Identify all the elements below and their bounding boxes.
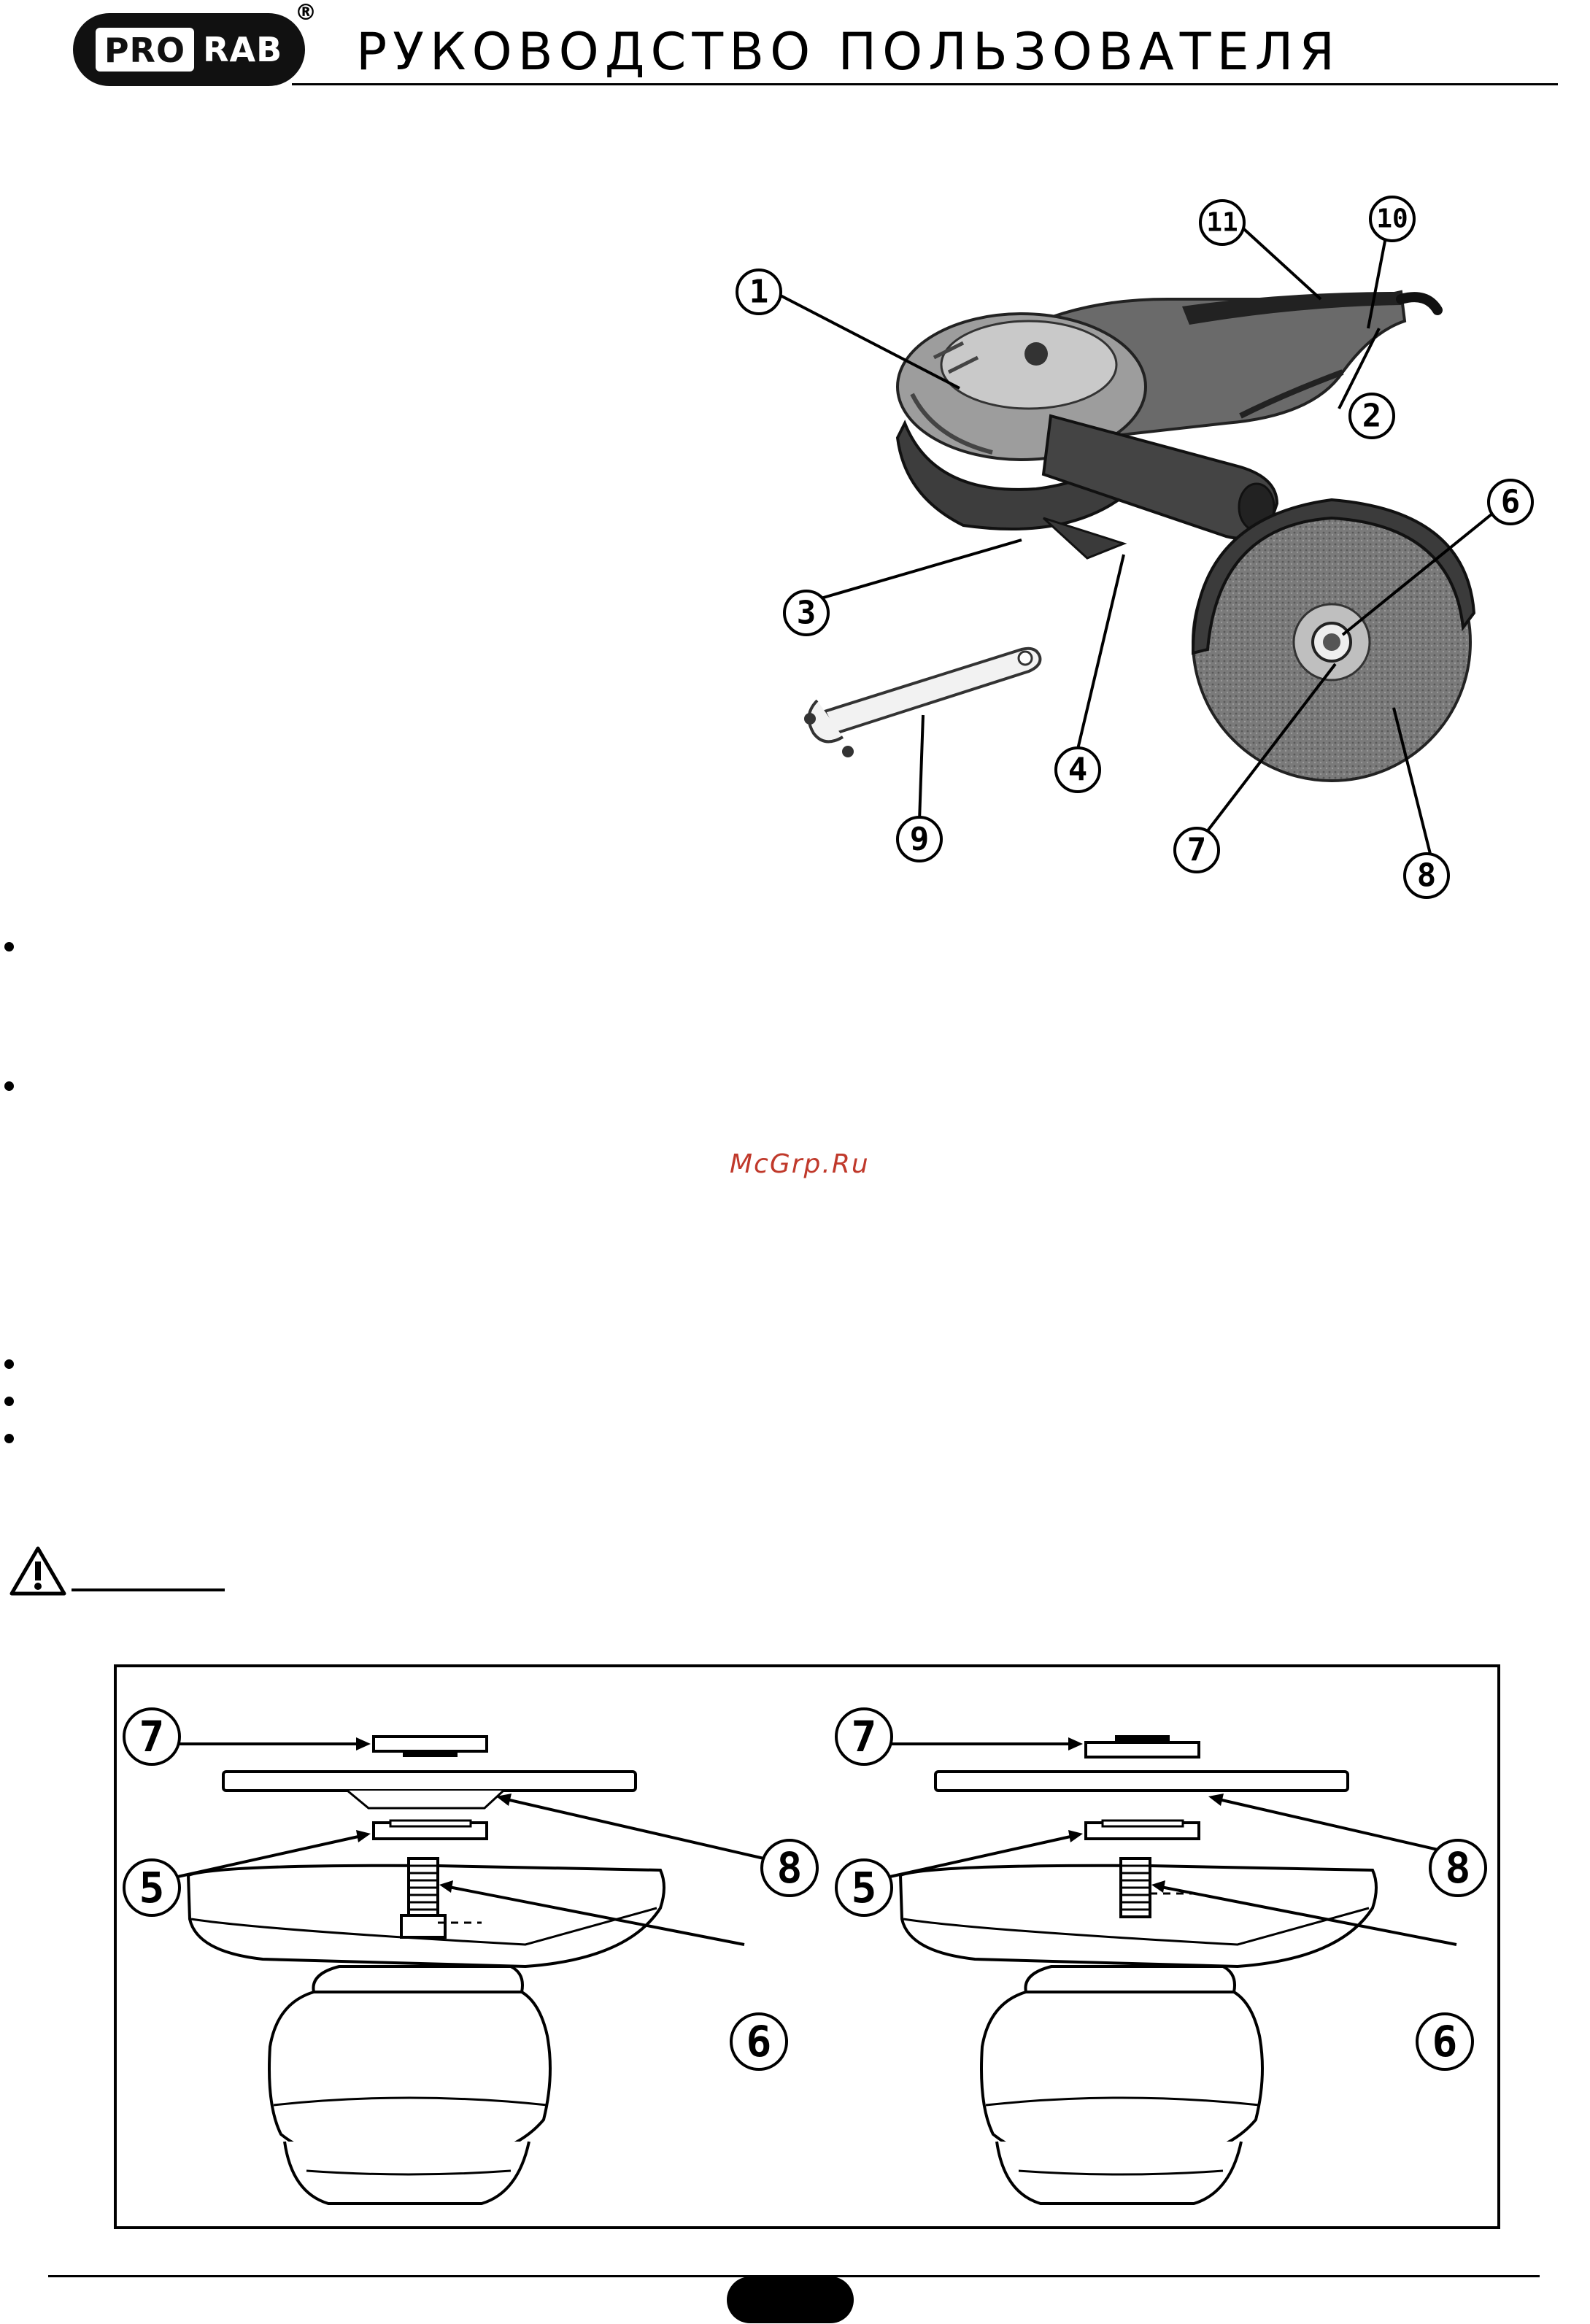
cutting-disc-assembly (1193, 500, 1474, 781)
svg-text:5: 5 (139, 1863, 165, 1912)
leader-4 (1076, 555, 1124, 755)
callout-6 (1489, 480, 1532, 524)
bullet-dot-icon (4, 1434, 14, 1443)
bullet-dot-icon (4, 1397, 14, 1406)
svg-text:4: 4 (1068, 751, 1088, 789)
warning-triangle-icon (9, 1545, 67, 1597)
svg-text:5: 5 (851, 1863, 877, 1912)
callout-1 (737, 270, 781, 314)
callout-8-right (1430, 1840, 1486, 1896)
svg-text:7: 7 (1186, 831, 1207, 869)
svg-text:6: 6 (1432, 2017, 1458, 2066)
logo-rab-text: RAB (203, 30, 283, 69)
bullet-dot-icon (4, 1359, 14, 1369)
callout-3 (784, 591, 828, 635)
callout-4 (1056, 748, 1100, 792)
callout-5-left (124, 1860, 180, 1915)
svg-text:6: 6 (746, 2017, 772, 2066)
callout-7 (1175, 828, 1219, 872)
header-divider (292, 83, 1558, 85)
callout-8-left (762, 1840, 817, 1896)
callout-9 (898, 817, 941, 861)
assembly-diagram (117, 1667, 1497, 2226)
callout-6-left (731, 2014, 787, 2069)
angle-grinder-figure (715, 175, 1562, 905)
callout-7-left (124, 1709, 180, 1764)
warning-underline (72, 1588, 225, 1591)
svg-text:7: 7 (139, 1712, 165, 1761)
logo-pro-text: PRO (96, 28, 194, 72)
svg-text:8: 8 (776, 1843, 803, 1893)
svg-text:7: 7 (851, 1712, 877, 1761)
leader-9 (919, 715, 923, 821)
assembly-left (168, 1737, 773, 2204)
callout-5-right (836, 1860, 892, 1915)
svg-text:8: 8 (1445, 1843, 1471, 1893)
svg-text:1: 1 (749, 273, 769, 311)
leader-8-left (503, 1799, 773, 1861)
bullet-dot-icon (4, 1081, 14, 1091)
registered-mark: ® (295, 0, 317, 26)
svg-text:3: 3 (796, 594, 817, 632)
leader-3 (821, 540, 1022, 598)
page-number-badge (727, 2277, 854, 2323)
brand-logo (73, 13, 305, 86)
callout-11 (1200, 201, 1244, 244)
svg-text:8: 8 (1416, 857, 1437, 895)
svg-text:2: 2 (1362, 397, 1382, 435)
callout-6-right (1417, 2014, 1473, 2069)
svg-text:9: 9 (909, 820, 930, 858)
svg-text:11: 11 (1206, 207, 1238, 238)
callout-10 (1370, 197, 1414, 241)
leader-11 (1237, 223, 1321, 299)
svg-text:6: 6 (1500, 483, 1521, 521)
callout-8 (1405, 854, 1448, 897)
assembly-right (880, 1735, 1486, 2204)
callout-7-right (836, 1709, 892, 1764)
bullet-dot-icon (4, 942, 14, 951)
callout-2 (1350, 394, 1394, 438)
svg-text:10: 10 (1376, 204, 1408, 234)
document-title: РУКОВОДСТВО ПОЛЬЗОВАТЕЛЯ (356, 22, 1341, 82)
watermark: McGrp.Ru (730, 1149, 870, 1179)
